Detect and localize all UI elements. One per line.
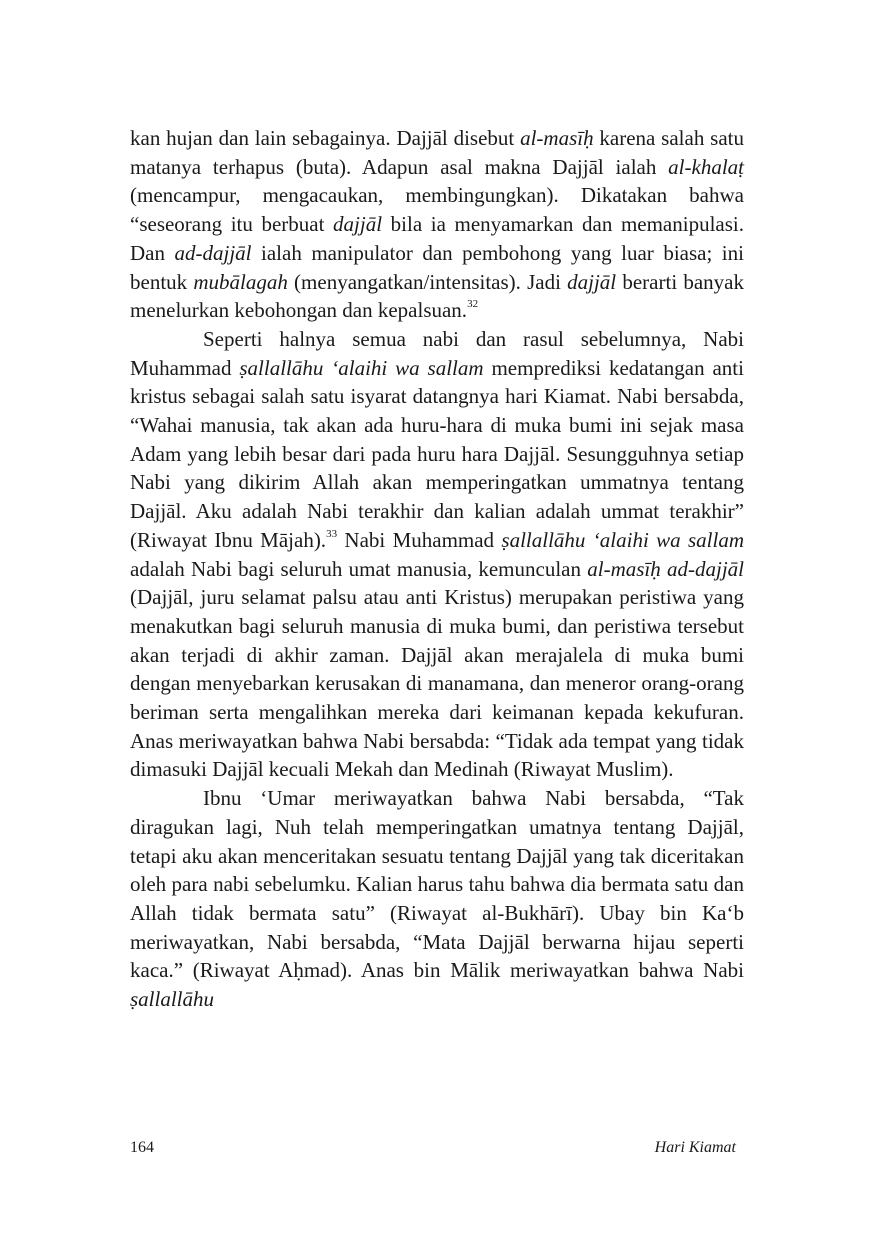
term-al-masih-ad-dajjal: al-masīḥ ad-dajjāl — [587, 556, 745, 581]
page-footer — [130, 1139, 744, 1163]
honorific-3: ṣallallāhu — [130, 987, 215, 1012]
body-text — [130, 124, 744, 1014]
term-ad-dajjal: ad-dajjāl — [174, 240, 252, 265]
term-al-masih: al-masīḥ — [520, 126, 594, 150]
honorific-2: ṣallallāhu ‘alaihi wa sallam — [501, 527, 744, 552]
honorific: ṣallallāhu ‘alaihi wa sallam — [239, 355, 484, 380]
term-al-khalat: al-khalaṭ — [668, 154, 744, 179]
term-mubalagah: mubālagah — [193, 269, 288, 294]
running-title: Hari Kiamat — [654, 1139, 736, 1156]
term-dajjal: dajjāl — [333, 212, 383, 237]
term-dajjal-2: dajjāl — [567, 269, 617, 294]
paragraph-3: Ibnu ‘Umar meriwayatkan bahwa Nabi bersabda, “Tak diragukan lagi, Nuh telah memperingatkan umatnya tentang Dajjāl, tetapi aku akan menceritakan sesuatu tentang Dajjāl yang tak diceritakan oleh para nabi sebelumku. Kalian harus tahu bahwa dia bermata satu dan Allah tidak bermata satu” (Riwayat al-Bukhārī). Ubay bin Ka‘b meriwayatkan, Nabi bersabda, “Mata Dajjāl berwarna hijau seperti kaca.” (Riwayat Aḥmad). Anas bin Mālik meriwayatkan bahwa Nabi ṣallallāhu — [130, 786, 744, 1012]
footnote-ref-32[interactable]: 32 — [467, 298, 479, 311]
page-number: 164 — [130, 1139, 154, 1156]
paragraph-2: Seperti halnya semua nabi dan rasul sebelumnya, Nabi Muhammad ṣallallāhu ‘alaihi wa sallam memprediksi kedatangan anti kristus sebagai salah satu isyarat datangnya hari Kiamat. Nabi bersabda, “Wahai manusia, tak akan ada huru-hara di muka bumi ini sejak masa Adam yang lebih besar dari pada huru hara Dajjāl. Sesungguhnya setiap Nabi yang dikirim Allah akan memperingatkan ummatnya tentang Dajjāl. Aku adalah Nabi terakhir dan kalian adalah ummat terakhir” (Riwayat Ibnu Mājah).$^{33}$ Nabi Muhammad ṣallallāhu ‘alaihi wa sallam adalah Nabi bagi seluruh umat manusia, kemunculan al-masīḥ ad-dajjāl (Dajjāl, juru selamat palsu atau anti Kristus) merupakan peristiwa yang menakutkan bagi seluruh manusia di muka bumi, dan peristiwa tersebut akan terjadi di akhir zaman. Dajjāl akan merajalela di muka bumi dengan menyebarkan kerusakan di manamana, dan meneror orang-orang beriman serta mengalihkan mereka dari keimanan kepada kekufuran. Anas meriwayatkan bahwa Nabi bersabda: “Tidak ada tempat yang tidak dimasuki Dajjāl kecuali Mekah dan Medinah (Riwayat Muslim). — [130, 326, 745, 782]
paragraph-1: kan hujan dan lain sebagainya. Dajjāl disebut al-masīḥ karena salah satu matanya terhapus (buta). Adapun asal makna Dajjāl ialah al-khalaṭ (mencampur, mengacaukan, membingungkan). Dikatakan bahwa “seseorang itu berbuat dajjāl bila ia menyamarkan dan memanipulasi. Dan ad-dajjāl ialah manipulator dan pembohong yang luar biasa; ini bentuk mubālagah (menyangatkan/intensitas). Jadi dajjāl berarti banyak menelurkan kebohongan dan kepalsuan.$^{32}$ — [130, 126, 744, 323]
footnote-ref-33[interactable]: 33 — [326, 527, 338, 540]
